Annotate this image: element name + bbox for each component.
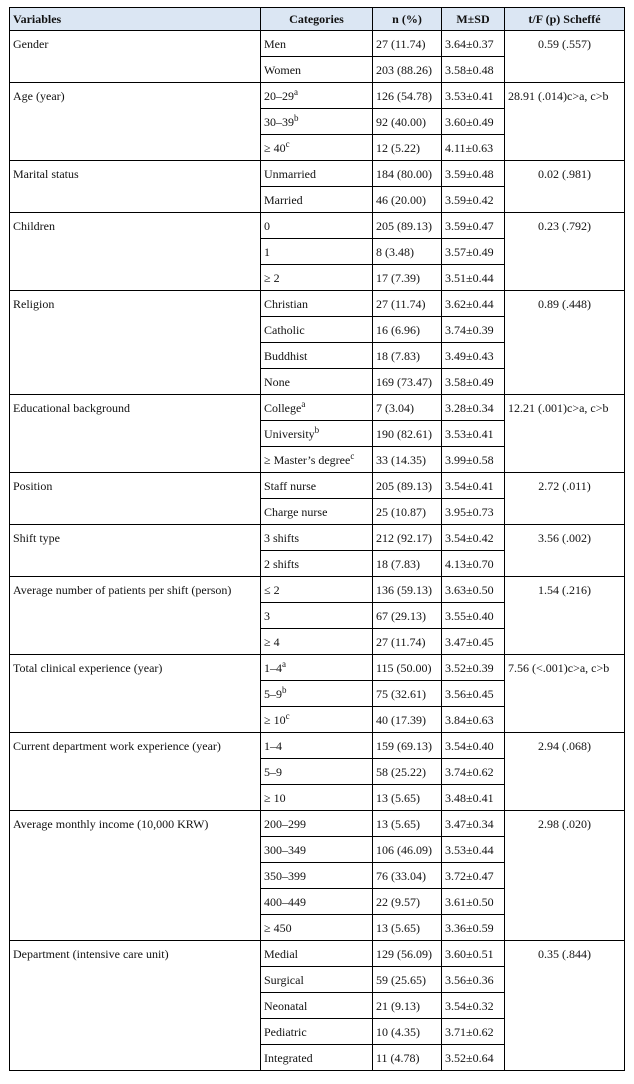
table-row [10, 733, 625, 759]
n-percent-cell: 13 (5.65) [373, 915, 442, 941]
mean-sd-cell: 3.52±0.39 [442, 655, 505, 681]
category-label: ≥ 40 [264, 140, 286, 155]
category-cell [261, 655, 373, 681]
category-label: Charge nurse [264, 504, 328, 519]
mean-sd-cell: 3.47±0.45 [442, 629, 505, 655]
category-cell [261, 57, 373, 83]
variable-cell: Marital status [10, 161, 261, 213]
category-label: Buddhist [264, 348, 308, 363]
category-superscript: a [282, 658, 286, 669]
n-percent-cell: 27 (11.74) [373, 291, 442, 317]
mean-sd-cell: 3.95±0.73 [442, 499, 505, 525]
category-cell [261, 83, 373, 109]
n-percent-cell: 10 (4.35) [373, 1019, 442, 1045]
n-percent-cell: 11 (4.78) [373, 1045, 442, 1071]
mean-sd-cell: 3.58±0.48 [442, 57, 505, 83]
category-cell [261, 317, 373, 343]
table-row [10, 811, 625, 837]
header-msd: M±SD [442, 8, 505, 31]
mean-sd-cell: 3.48±0.41 [442, 785, 505, 811]
n-percent-cell: 12 (5.22) [373, 135, 442, 161]
n-percent-cell: 136 (59.13) [373, 577, 442, 603]
category-superscript: c [285, 138, 290, 149]
table-row [10, 525, 625, 551]
statistic-cell: 7.56 (<.001)c>a, c>b [505, 655, 625, 733]
variable-cell: Average monthly income (10,000 KRW) [10, 811, 261, 941]
n-percent-cell: 129 (56.09) [373, 941, 442, 967]
category-cell [261, 343, 373, 369]
category-cell [261, 161, 373, 187]
mean-sd-cell: 3.63±0.50 [442, 577, 505, 603]
category-superscript: c [285, 710, 290, 721]
mean-sd-cell: 3.53±0.41 [442, 83, 505, 109]
mean-sd-cell: 3.47±0.34 [442, 811, 505, 837]
category-label: Medial [264, 946, 298, 961]
variable-cell: Shift type [10, 525, 261, 577]
category-cell [261, 395, 373, 421]
category-cell [261, 1045, 373, 1071]
variable-cell: Total clinical experience (year) [10, 655, 261, 733]
variable-cell: Current department work experience (year) [10, 733, 261, 811]
header-categories: Categories [261, 8, 373, 31]
statistic-cell: 0.02 (.981) [505, 161, 625, 213]
statistic-cell: 12.21 (.001)c>a, c>b [505, 395, 625, 473]
statistic-cell: 0.35 (.844) [505, 941, 625, 1071]
category-cell [261, 915, 373, 941]
category-label: 5–9 [264, 764, 282, 779]
mean-sd-cell: 3.99±0.58 [442, 447, 505, 473]
category-cell [261, 863, 373, 889]
category-cell [261, 941, 373, 967]
category-label: 1–4 [264, 738, 282, 753]
mean-sd-cell: 3.60±0.51 [442, 941, 505, 967]
mean-sd-cell: 3.56±0.45 [442, 681, 505, 707]
category-cell [261, 733, 373, 759]
category-cell [261, 239, 373, 265]
category-cell [261, 811, 373, 837]
category-label: Men [264, 36, 286, 51]
variable-cell: Average number of patients per shift (person) [10, 577, 261, 655]
category-cell [261, 213, 373, 239]
table-row [10, 161, 625, 187]
n-percent-cell: 159 (69.13) [373, 733, 442, 759]
mean-sd-cell: 3.51±0.44 [442, 265, 505, 291]
mean-sd-cell: 3.59±0.47 [442, 213, 505, 239]
category-label: College [264, 400, 302, 415]
variable-cell: Educational background [10, 395, 261, 473]
category-cell [261, 473, 373, 499]
n-percent-cell: 27 (11.74) [373, 31, 442, 57]
n-percent-cell: 75 (32.61) [373, 681, 442, 707]
n-percent-cell: 115 (50.00) [373, 655, 442, 681]
category-cell [261, 291, 373, 317]
category-label: 400–449 [264, 894, 306, 909]
n-percent-cell: 8 (3.48) [373, 239, 442, 265]
category-label: 5–9 [264, 686, 282, 701]
category-label: ≥ 10 [264, 790, 286, 805]
category-label: ≥ 4 [264, 634, 280, 649]
n-percent-cell: 184 (80.00) [373, 161, 442, 187]
mean-sd-cell: 3.84±0.63 [442, 707, 505, 733]
n-percent-cell: 7 (3.04) [373, 395, 442, 421]
mean-sd-cell: 3.59±0.42 [442, 187, 505, 213]
mean-sd-cell: 4.11±0.63 [442, 135, 505, 161]
n-percent-cell: 13 (5.65) [373, 785, 442, 811]
statistic-cell: 28.91 (.014)c>a, c>b [505, 83, 625, 161]
category-label: Catholic [264, 322, 305, 337]
category-superscript: b [314, 424, 320, 435]
statistic-cell: 0.23 (.792) [505, 213, 625, 291]
n-percent-cell: 59 (25.65) [373, 967, 442, 993]
mean-sd-cell: 3.54±0.32 [442, 993, 505, 1019]
table-row [10, 291, 625, 317]
table-body [10, 31, 625, 1071]
table-row [10, 83, 625, 109]
category-cell [261, 993, 373, 1019]
category-label: 30–39 [264, 114, 294, 129]
category-label: 3 shifts [264, 530, 300, 545]
category-cell [261, 603, 373, 629]
variable-cell: Gender [10, 31, 261, 83]
category-label: ≥ 10 [264, 712, 286, 727]
mean-sd-cell: 3.54±0.42 [442, 525, 505, 551]
header-row [10, 8, 625, 31]
category-label: University [264, 426, 315, 441]
variable-cell: Position [10, 473, 261, 525]
category-label: Pediatric [264, 1024, 307, 1039]
category-label: Integrated [264, 1050, 313, 1065]
n-percent-cell: 16 (6.96) [373, 317, 442, 343]
category-cell [261, 499, 373, 525]
mean-sd-cell: 3.72±0.47 [442, 863, 505, 889]
mean-sd-cell: 3.59±0.48 [442, 161, 505, 187]
n-percent-cell: 58 (25.22) [373, 759, 442, 785]
n-percent-cell: 106 (46.09) [373, 837, 442, 863]
n-percent-cell: 126 (54.78) [373, 83, 442, 109]
mean-sd-cell: 3.56±0.36 [442, 967, 505, 993]
n-percent-cell: 27 (11.74) [373, 629, 442, 655]
category-cell [261, 187, 373, 213]
mean-sd-cell: 4.13±0.70 [442, 551, 505, 577]
category-label: ≥ 450 [264, 920, 292, 935]
n-percent-cell: 25 (10.87) [373, 499, 442, 525]
n-percent-cell: 40 (17.39) [373, 707, 442, 733]
category-cell [261, 629, 373, 655]
category-superscript: a [301, 398, 306, 409]
n-percent-cell: 205 (89.13) [373, 473, 442, 499]
category-cell [261, 31, 373, 57]
mean-sd-cell: 3.60±0.49 [442, 109, 505, 135]
mean-sd-cell: 3.62±0.44 [442, 291, 505, 317]
variable-cell: Department (intensive care unit) [10, 941, 261, 1071]
mean-sd-cell: 3.53±0.41 [442, 421, 505, 447]
n-percent-cell: 21 (9.13) [373, 993, 442, 1019]
mean-sd-cell: 3.54±0.40 [442, 733, 505, 759]
category-cell [261, 447, 373, 473]
n-percent-cell: 67 (29.13) [373, 603, 442, 629]
category-cell [261, 265, 373, 291]
category-cell [261, 551, 373, 577]
category-cell [261, 837, 373, 863]
category-label: Married [264, 192, 303, 207]
category-label: Surgical [264, 972, 304, 987]
category-label: 300–349 [264, 842, 306, 857]
n-percent-cell: 13 (5.65) [373, 811, 442, 837]
category-label: 1–4 [264, 660, 282, 675]
variable-cell: Children [10, 213, 261, 291]
category-cell [261, 707, 373, 733]
statistic-cell: 2.94 (.068) [505, 733, 625, 811]
table-row [10, 395, 625, 421]
category-label: Women [264, 62, 302, 77]
mean-sd-cell: 3.49±0.43 [442, 343, 505, 369]
category-cell [261, 967, 373, 993]
variable-cell: Age (year) [10, 83, 261, 161]
characteristics-table [9, 7, 625, 1071]
statistic-cell: 0.89 (.448) [505, 291, 625, 395]
category-label: Christian [264, 296, 308, 311]
table-row [10, 213, 625, 239]
category-label: Staff nurse [264, 478, 317, 493]
category-superscript: b [282, 684, 287, 695]
category-cell [261, 759, 373, 785]
mean-sd-cell: 3.74±0.39 [442, 317, 505, 343]
mean-sd-cell: 3.28±0.34 [442, 395, 505, 421]
category-label: 200–299 [264, 816, 306, 831]
n-percent-cell: 22 (9.57) [373, 889, 442, 915]
mean-sd-cell: 3.61±0.50 [442, 889, 505, 915]
statistic-cell: 0.59 (.557) [505, 31, 625, 83]
mean-sd-cell: 3.57±0.49 [442, 239, 505, 265]
category-label: None [264, 374, 290, 389]
mean-sd-cell: 3.58±0.49 [442, 369, 505, 395]
n-percent-cell: 190 (82.61) [373, 421, 442, 447]
variable-cell: Religion [10, 291, 261, 395]
table-row [10, 473, 625, 499]
statistic-cell: 2.98 (.020) [505, 811, 625, 941]
statistic-cell: 1.54 (.216) [505, 577, 625, 655]
n-percent-cell: 46 (20.00) [373, 187, 442, 213]
category-cell [261, 681, 373, 707]
mean-sd-cell: 3.71±0.62 [442, 1019, 505, 1045]
category-cell [261, 135, 373, 161]
header-variables: Variables [10, 8, 261, 31]
category-cell [261, 369, 373, 395]
category-label: 0 [264, 218, 270, 233]
category-cell [261, 889, 373, 915]
n-percent-cell: 76 (33.04) [373, 863, 442, 889]
mean-sd-cell: 3.36±0.59 [442, 915, 505, 941]
table-row [10, 31, 625, 57]
category-label: 350–399 [264, 868, 306, 883]
category-superscript: b [294, 112, 299, 123]
category-superscript: c [350, 450, 355, 461]
category-superscript: a [294, 86, 298, 97]
category-label: 1 [264, 244, 270, 259]
statistic-cell: 2.72 (.011) [505, 473, 625, 525]
table-row [10, 655, 625, 681]
n-percent-cell: 92 (40.00) [373, 109, 442, 135]
category-label: Neonatal [264, 998, 308, 1013]
mean-sd-cell: 3.64±0.37 [442, 31, 505, 57]
category-label: 20–29 [264, 88, 294, 103]
category-label: 2 shifts [264, 556, 300, 571]
statistic-cell: 3.56 (.002) [505, 525, 625, 577]
n-percent-cell: 17 (7.39) [373, 265, 442, 291]
category-cell [261, 577, 373, 603]
category-cell [261, 421, 373, 447]
n-percent-cell: 169 (73.47) [373, 369, 442, 395]
mean-sd-cell: 3.52±0.64 [442, 1045, 505, 1071]
mean-sd-cell: 3.53±0.44 [442, 837, 505, 863]
category-label: ≥ 2 [264, 270, 280, 285]
n-percent-cell: 212 (92.17) [373, 525, 442, 551]
category-cell [261, 525, 373, 551]
mean-sd-cell: 3.54±0.41 [442, 473, 505, 499]
n-percent-cell: 18 (7.83) [373, 551, 442, 577]
n-percent-cell: 205 (89.13) [373, 213, 442, 239]
n-percent-cell: 33 (14.35) [373, 447, 442, 473]
category-label: ≥ Master’s degree [264, 452, 351, 467]
table-row [10, 577, 625, 603]
category-label: 3 [264, 608, 270, 623]
header-stat: t/F (p) Scheffé [505, 8, 625, 31]
category-label: Unmarried [264, 166, 316, 181]
n-percent-cell: 203 (88.26) [373, 57, 442, 83]
mean-sd-cell: 3.55±0.40 [442, 603, 505, 629]
mean-sd-cell: 3.74±0.62 [442, 759, 505, 785]
category-label: ≤ 2 [264, 582, 280, 597]
header-n: n (%) [373, 8, 442, 31]
n-percent-cell: 18 (7.83) [373, 343, 442, 369]
category-cell [261, 109, 373, 135]
category-cell [261, 785, 373, 811]
table-container [9, 7, 624, 1071]
category-cell [261, 1019, 373, 1045]
table-row [10, 941, 625, 967]
